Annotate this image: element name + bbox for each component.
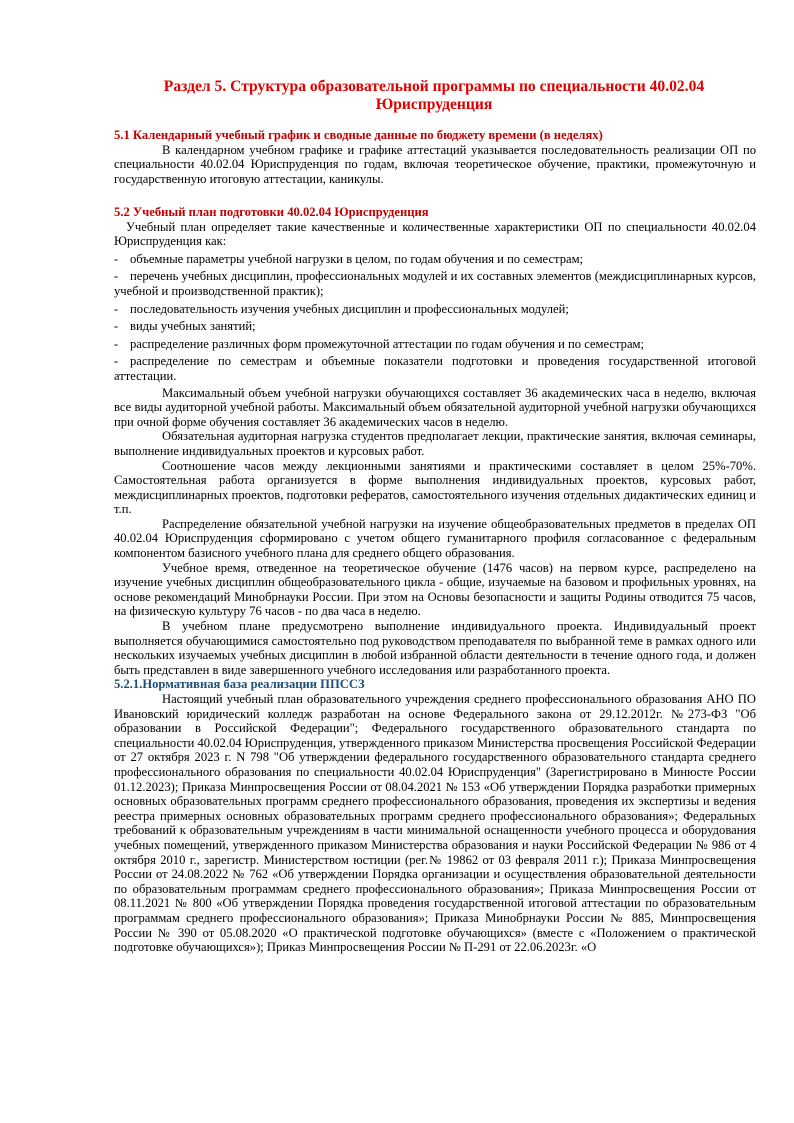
- dash-marker: -: [114, 319, 119, 334]
- dash-marker: -: [114, 336, 119, 351]
- dash-marker: -: [114, 354, 119, 369]
- list-item: - виды учебных занятий;: [114, 319, 256, 334]
- paragraph: Соотношение часов между лекционными занятиями и практическими составляет в целом 25%-70%. Самостоятельная работа организуется в форме выполнения индивидуальных проектов, курсовых работ, междисциплинарных проектов, подготовки рефератов, самостоятельного изучения отдельных дидактических единиц и т.п.: [114, 458, 756, 517]
- heading-5-1: 5.1 Календарный учебный график и сводные данные по бюджету времени (в неделях): [114, 128, 603, 142]
- paragraph: В учебном плане предусмотрено выполнение индивидуального проекта. Индивидуальный проект выполняется обучающимися самостоятельно под руководством преподавателя по выбранной теме в рамках одного или нескольких изучаемых учебных дисциплин в любой избранной области деятельности в течение одного года, и должен быть представлен в виде завершенного учебного исследования или разработанного проекта.: [114, 619, 756, 677]
- paragraph: Учебное время, отведенное на теоретическое обучение (1476 часов) на первом курсе, распределено на изучение учебных дисциплин общеобразовательного цикла - общие, изучаемые на базовом и профильных уровнях, на основе рекомендаций Минобрнауки России. При этом на Основы безопасности и защиты Родины отводится 75 часов, на физическую культуру 76 часов - по два часа в неделю.: [114, 560, 756, 619]
- section-5-1: [114, 128, 756, 186]
- dash-marker: -: [114, 251, 119, 266]
- dash-marker: -: [114, 269, 119, 284]
- heading-5-2: 5.2 Учебный план подготовки 40.02.04 Юриспруденция: [114, 205, 429, 219]
- paragraph: Обязательная аудиторная нагрузка студентов предполагает лекции, практические занятия, включая семинары, выполнение индивидуальных проектов и курсовых работ.: [114, 429, 756, 458]
- paragraph-5-2-intro: Учебный план определяет такие качественные и количественные характеристики ОП по специальности 40.02.04 Юриспруденция как:: [114, 219, 756, 249]
- paragraph: Распределение обязательной учебной нагрузки на изучение общеобразовательных предметов в пределах ОП 40.02.04 Юриспруденция сформировано с учетом общего гуманитарного профиля согласованное с федеральным компонентом базисного учебного плана для среднего общего образования.: [114, 516, 756, 561]
- list-item: - последовательность изучения учебных дисциплин и профессиональных модулей;: [114, 301, 569, 316]
- dash-marker: -: [114, 301, 119, 316]
- paragraph-5-1: В календарном учебном графике и графике аттестаций указывается последовательность реализации ОП по специальности 40.02.04 Юриспруденция по годам, включая теоретическое обучение, практики, промежуточную и государственную итоговую аттестации, каникулы.: [114, 142, 756, 186]
- paragraph-5-2-1: Настоящий учебный план образовательного учреждения среднего профессионального образования АНО ПО Ивановский юридический колледж разработан на основе Федерального закона от 29.12.2012г. №273-ФЗ "Об образовании в Российской Федерации"; Федерального государственного образовательного стандарта по специальности 40.02.04 Юриспруденция, утвержденного приказом Министерства просвещения Российской Федерации от 27 октября 2023 г. N 798 "Об утверждении федерального государственного образовательного стандарта среднего профессионального образования по специальности 40.02.04 Юриспруденция" (Зарегистрировано в Минюсте России 01.12.2023); Приказа Минпросвещения России от 08.04.2021 № 153 «Об утверждении Порядка разработки примерных основных образовательных программ среднего профессионального образования, проведения их экспертизы и ведения реестра примерных основных образовательных программ среднего профессионального образования»; Федеральных требований к образовательным учреждениям в части минимальной оснащенности учебного процесса и оборудования учебных помещений, утвержденного приказом Министерства образования и науки Российской Федерации № 986 от 4 октября 2010 г., зарегистр. Министерством юстиции (рег.№ 19862 от 03 февраля 2011 г.); Приказа Минпросвещения России от 24.08.2022 № 762 «Об утверждении Порядка организации и осуществления образовательной деятельности по образовательным программам среднего профессионального образования»; Приказа Минпросвещения России от 08.11.2021 № 800 «Об утверждении Порядка проведения государственной итоговой аттестации по образовательным программам среднего профессионального образования»; Приказа Минобрнауки России № 885, Минпросвещения России № 390 от 05.08.2020 «О практической подготовке обучающихся» (вместе с «Положением о практической подготовке обучающихся»); Приказ Минпросвещения России № П-291 от 22.06.2023г. «О: [114, 692, 756, 955]
- list-item: - объемные параметры учебной нагрузки в целом, по годам обучения и по семестрам;: [114, 251, 584, 266]
- heading-5-2-1: 5.2.1.Нормативная база реализации ППССЗ: [114, 677, 365, 692]
- list-item: - распределение по семестрам и объемные показатели подготовки и проведения государственной итоговой аттестации.: [114, 354, 756, 383]
- paragraph: Максимальный объем учебной нагрузки обучающихся составляет 36 академических часа в неделю, включая все виды аудиторной учебной работы. Максимальный объем обязательной аудиторной учебной нагрузки обучающихся при очной форме обучения составляет 36 академических часов в неделю.: [114, 385, 756, 429]
- list-item: - распределение различных форм промежуточной аттестации по годам обучения и по семестрам;: [114, 336, 645, 351]
- section-5-2: [114, 205, 756, 955]
- section-title: Раздел 5. Структура образовательной программы по специальности 40.02.04 Юриспруденция: [163, 78, 705, 113]
- list-item: - перечень учебных дисциплин, профессиональных модулей и их составных элементов (междисциплинарных курсов, учебной и производственной практик);: [114, 269, 756, 298]
